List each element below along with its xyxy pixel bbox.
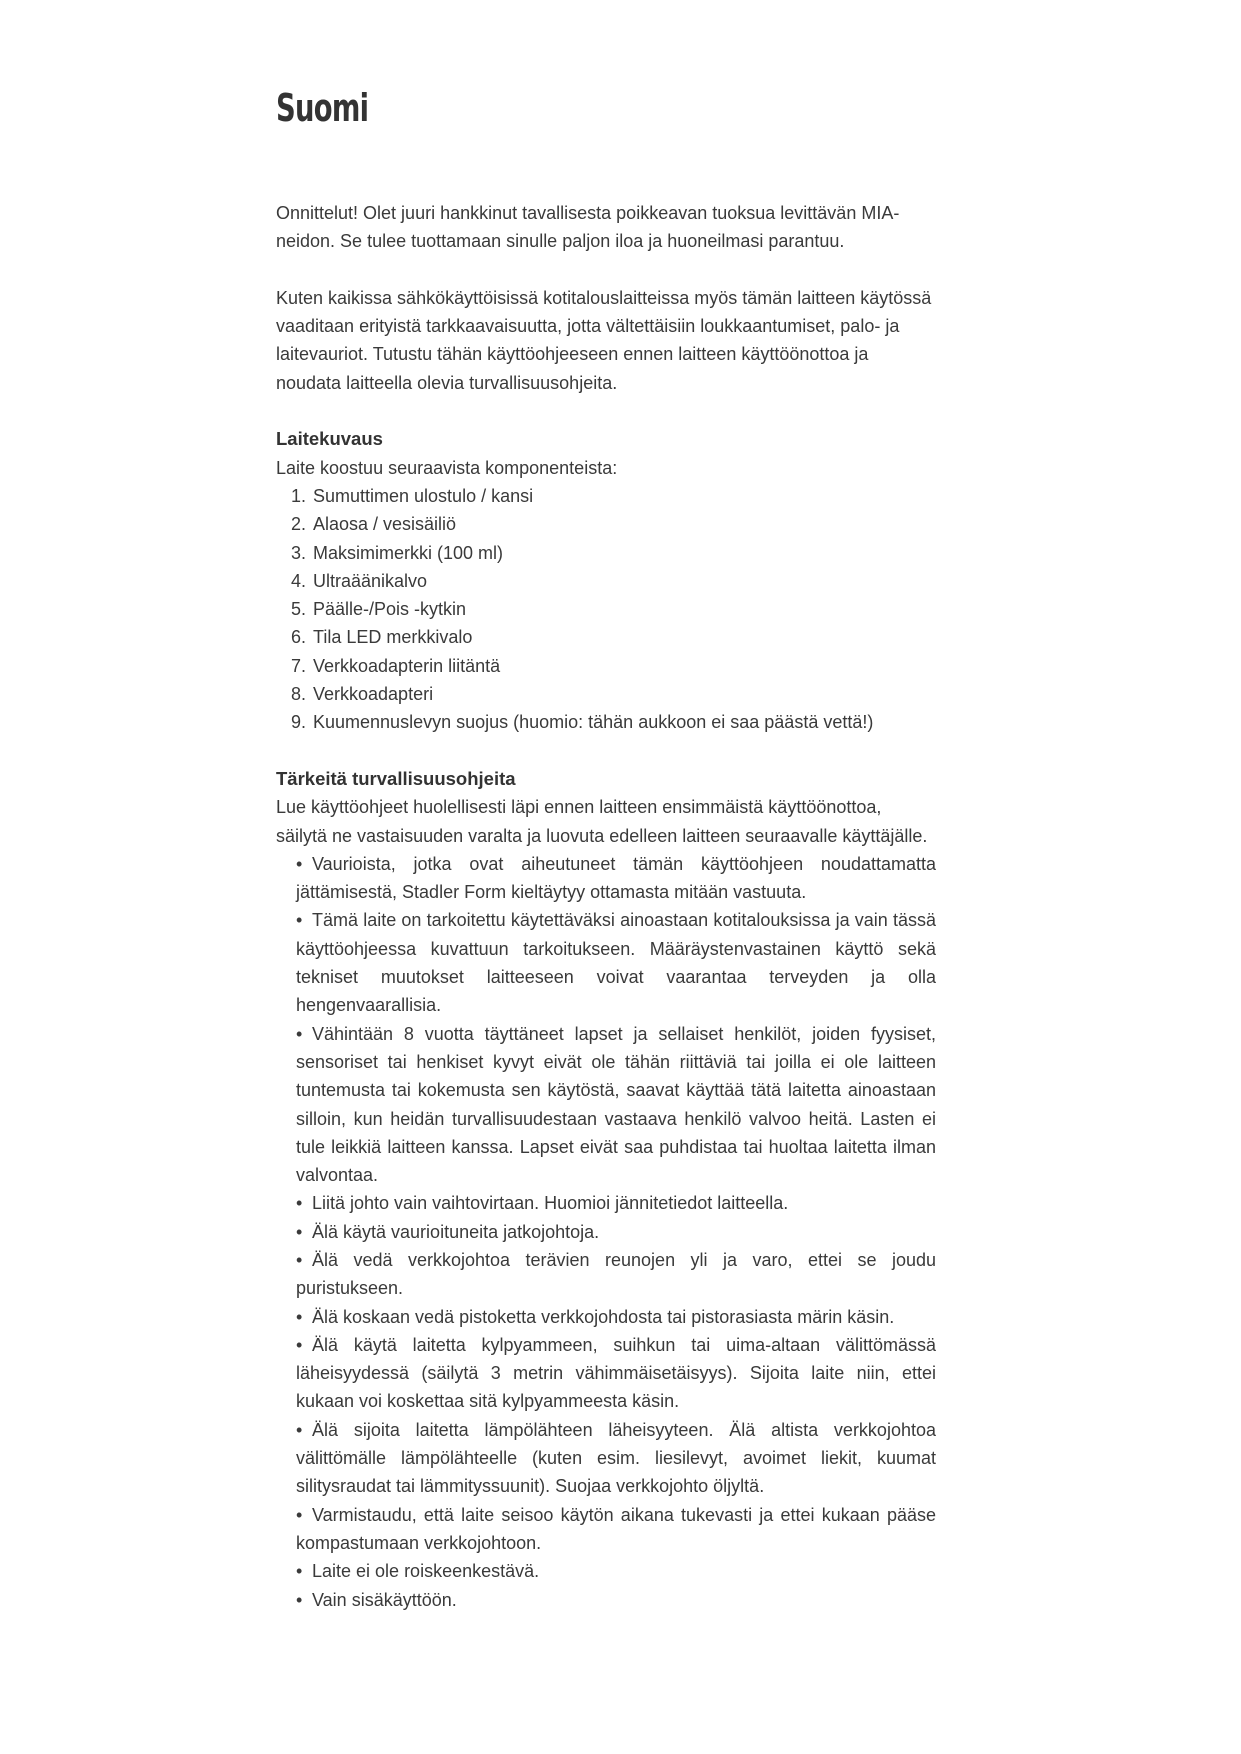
component-label: Kuumennuslevyn suojus (huomio: tähän aukkoon ei saa päästä vettä!) [313, 712, 874, 733]
spacer [276, 256, 936, 284]
component-item [286, 680, 936, 708]
safety-item: • Tämä laite on tarkoitettu käytettäväksi ainoastaan kotitalouksissa ja vain tässä käyttöohjeessa kuvattuun tarkoitukseen. Määräystenvastainen käyttö sekä tekniset muutokset laitteeseen voivat vaarantaa terveyden ja olla hengenvaarallisia. [296, 906, 936, 1019]
safety-item: • Älä käytä vaurioituneita jatkojohtoja. [296, 1218, 936, 1246]
safety-item: • Älä käytä laitetta kylpyammeen, suihkun tai uima-altaan välittömässä läheisyydessä (säilytä 3 metrin vähimmäisetäisyys). Sijoita laite niin, ettei kukaan voi koskettaa sitä kylpyammeesta käsin. [296, 1331, 936, 1416]
component-number: 1. [290, 485, 306, 506]
component-label: Ultraäänikalvo [313, 570, 428, 591]
safety-list [276, 850, 936, 1614]
component-number: 9. [290, 712, 306, 733]
component-number: 2. [290, 514, 306, 535]
safety-item: • Liitä johto vain vaihtovirtaan. Huomioi jännitetiedot laitteella. [296, 1189, 936, 1217]
safety-heading: Tärkeitä turvallisuusohjeita [276, 767, 516, 789]
component-number: 3. [290, 542, 306, 563]
safety-section [276, 765, 936, 1614]
device-description-lead: Laite koostuu seuraavista komponenteista: [276, 457, 618, 478]
safety-item: • Laite ei ole roiskeenkestävä. [296, 1557, 936, 1585]
component-label: Päälle-/Pois -kytkin [313, 599, 467, 620]
component-item [286, 652, 936, 680]
safety-item: • Älä koskaan vedä pistoketta verkkojohdosta tai pistorasiasta märin käsin. [296, 1303, 936, 1331]
device-description-heading: Laitekuvaus [276, 428, 383, 450]
page-content [276, 199, 936, 1614]
component-label: Alaosa / vesisäiliö [313, 514, 457, 535]
component-number: 4. [290, 570, 306, 591]
component-item [286, 623, 936, 651]
spacer [276, 397, 936, 425]
component-label: Verkkoadapterin liitäntä [313, 655, 501, 676]
component-label: Maksimimerkki (100 ml) [313, 542, 504, 563]
component-item [286, 482, 936, 510]
component-label: Verkkoadapteri [313, 684, 434, 705]
component-number: 6. [290, 627, 306, 648]
page-title: Suomi [276, 86, 369, 130]
component-item [286, 567, 936, 595]
intro-paragraph-1: Onnittelut! Olet juuri hankkinut tavallisesta poikkeavan tuoksua levittävän MIA-neidon. Se tulee tuottamaan sinulle paljon iloa ja huoneilmasi parantuu. [276, 203, 900, 252]
component-list [276, 482, 936, 737]
safety-item: • Varmistaudu, että laite seisoo käytön aikana tukevasti ja ettei kukaan pääse kompastumaan verkkojohtoon. [296, 1501, 936, 1558]
device-description-section [276, 425, 936, 736]
component-number: 7. [290, 655, 306, 676]
intro-paragraph-2: Kuten kaikissa sähkökäyttöisissä kotitalouslaitteissa myös tämän laitteen käytössä vaaditaan erityistä tarkkaavaisuutta, jotta vältettäisiin loukkaantumiset, palo- ja laitevauriot. Tutustu tähän käyttöohjeeseen ennen laitteen käyttöönottoa ja noudata laitteella olevia turvallisuusohjeita. [276, 287, 932, 393]
component-item [286, 595, 936, 623]
component-item [286, 708, 936, 736]
safety-item: • Älä sijoita laitetta lämpölähteen läheisyyteen. Älä altista verkkojohtoa välittömälle lämpölähteelle (kuten esim. liesilevyt, avoimet liekit, kuumat silitysraudat tai lämmityssuunit). Suojaa verkkojohto öljyltä. [296, 1416, 936, 1501]
safety-lead: Lue käyttöohjeet huolellisesti läpi ennen laitteen ensimmäistä käyttöönottoa, säilytä ne vastaisuuden varalta ja luovuta edelleen laitteen seuraavalle käyttäjälle. [276, 797, 928, 846]
component-number: 8. [290, 684, 306, 705]
spacer [276, 737, 936, 765]
safety-item: • Vähintään 8 vuotta täyttäneet lapset ja sellaiset henkilöt, joiden fyysiset, sensoriset tai henkiset kyvyt eivät ole tähän riittäviä tai joilla ei ole laitteen tuntemusta tai kokemusta sen käytöstä, saavat käyttää tätä laitetta ainoastaan silloin, kun heidän turvallisuudestaan vastaava henkilö valvoo heitä. Lasten ei tule leikkiä laitteen kanssa. Lapset eivät saa puhdistaa tai huoltaa laitetta ilman valvontaa. [296, 1020, 936, 1190]
safety-item: • Älä vedä verkkojohtoa terävien reunojen yli ja varo, ettei se joudu puristukseen. [296, 1246, 936, 1303]
component-number: 5. [290, 599, 306, 620]
component-label: Tila LED merkkivalo [313, 627, 473, 648]
component-label: Sumuttimen ulostulo / kansi [313, 485, 534, 506]
safety-item: • Vaurioista, jotka ovat aiheutuneet tämän käyttöohjeen noudattamatta jättämisestä, Stadler Form kieltäytyy ottamasta mitään vastuuta. [296, 850, 936, 907]
safety-item: • Vain sisäkäyttöön. [296, 1586, 936, 1614]
component-item [286, 510, 936, 538]
component-item [286, 539, 936, 567]
